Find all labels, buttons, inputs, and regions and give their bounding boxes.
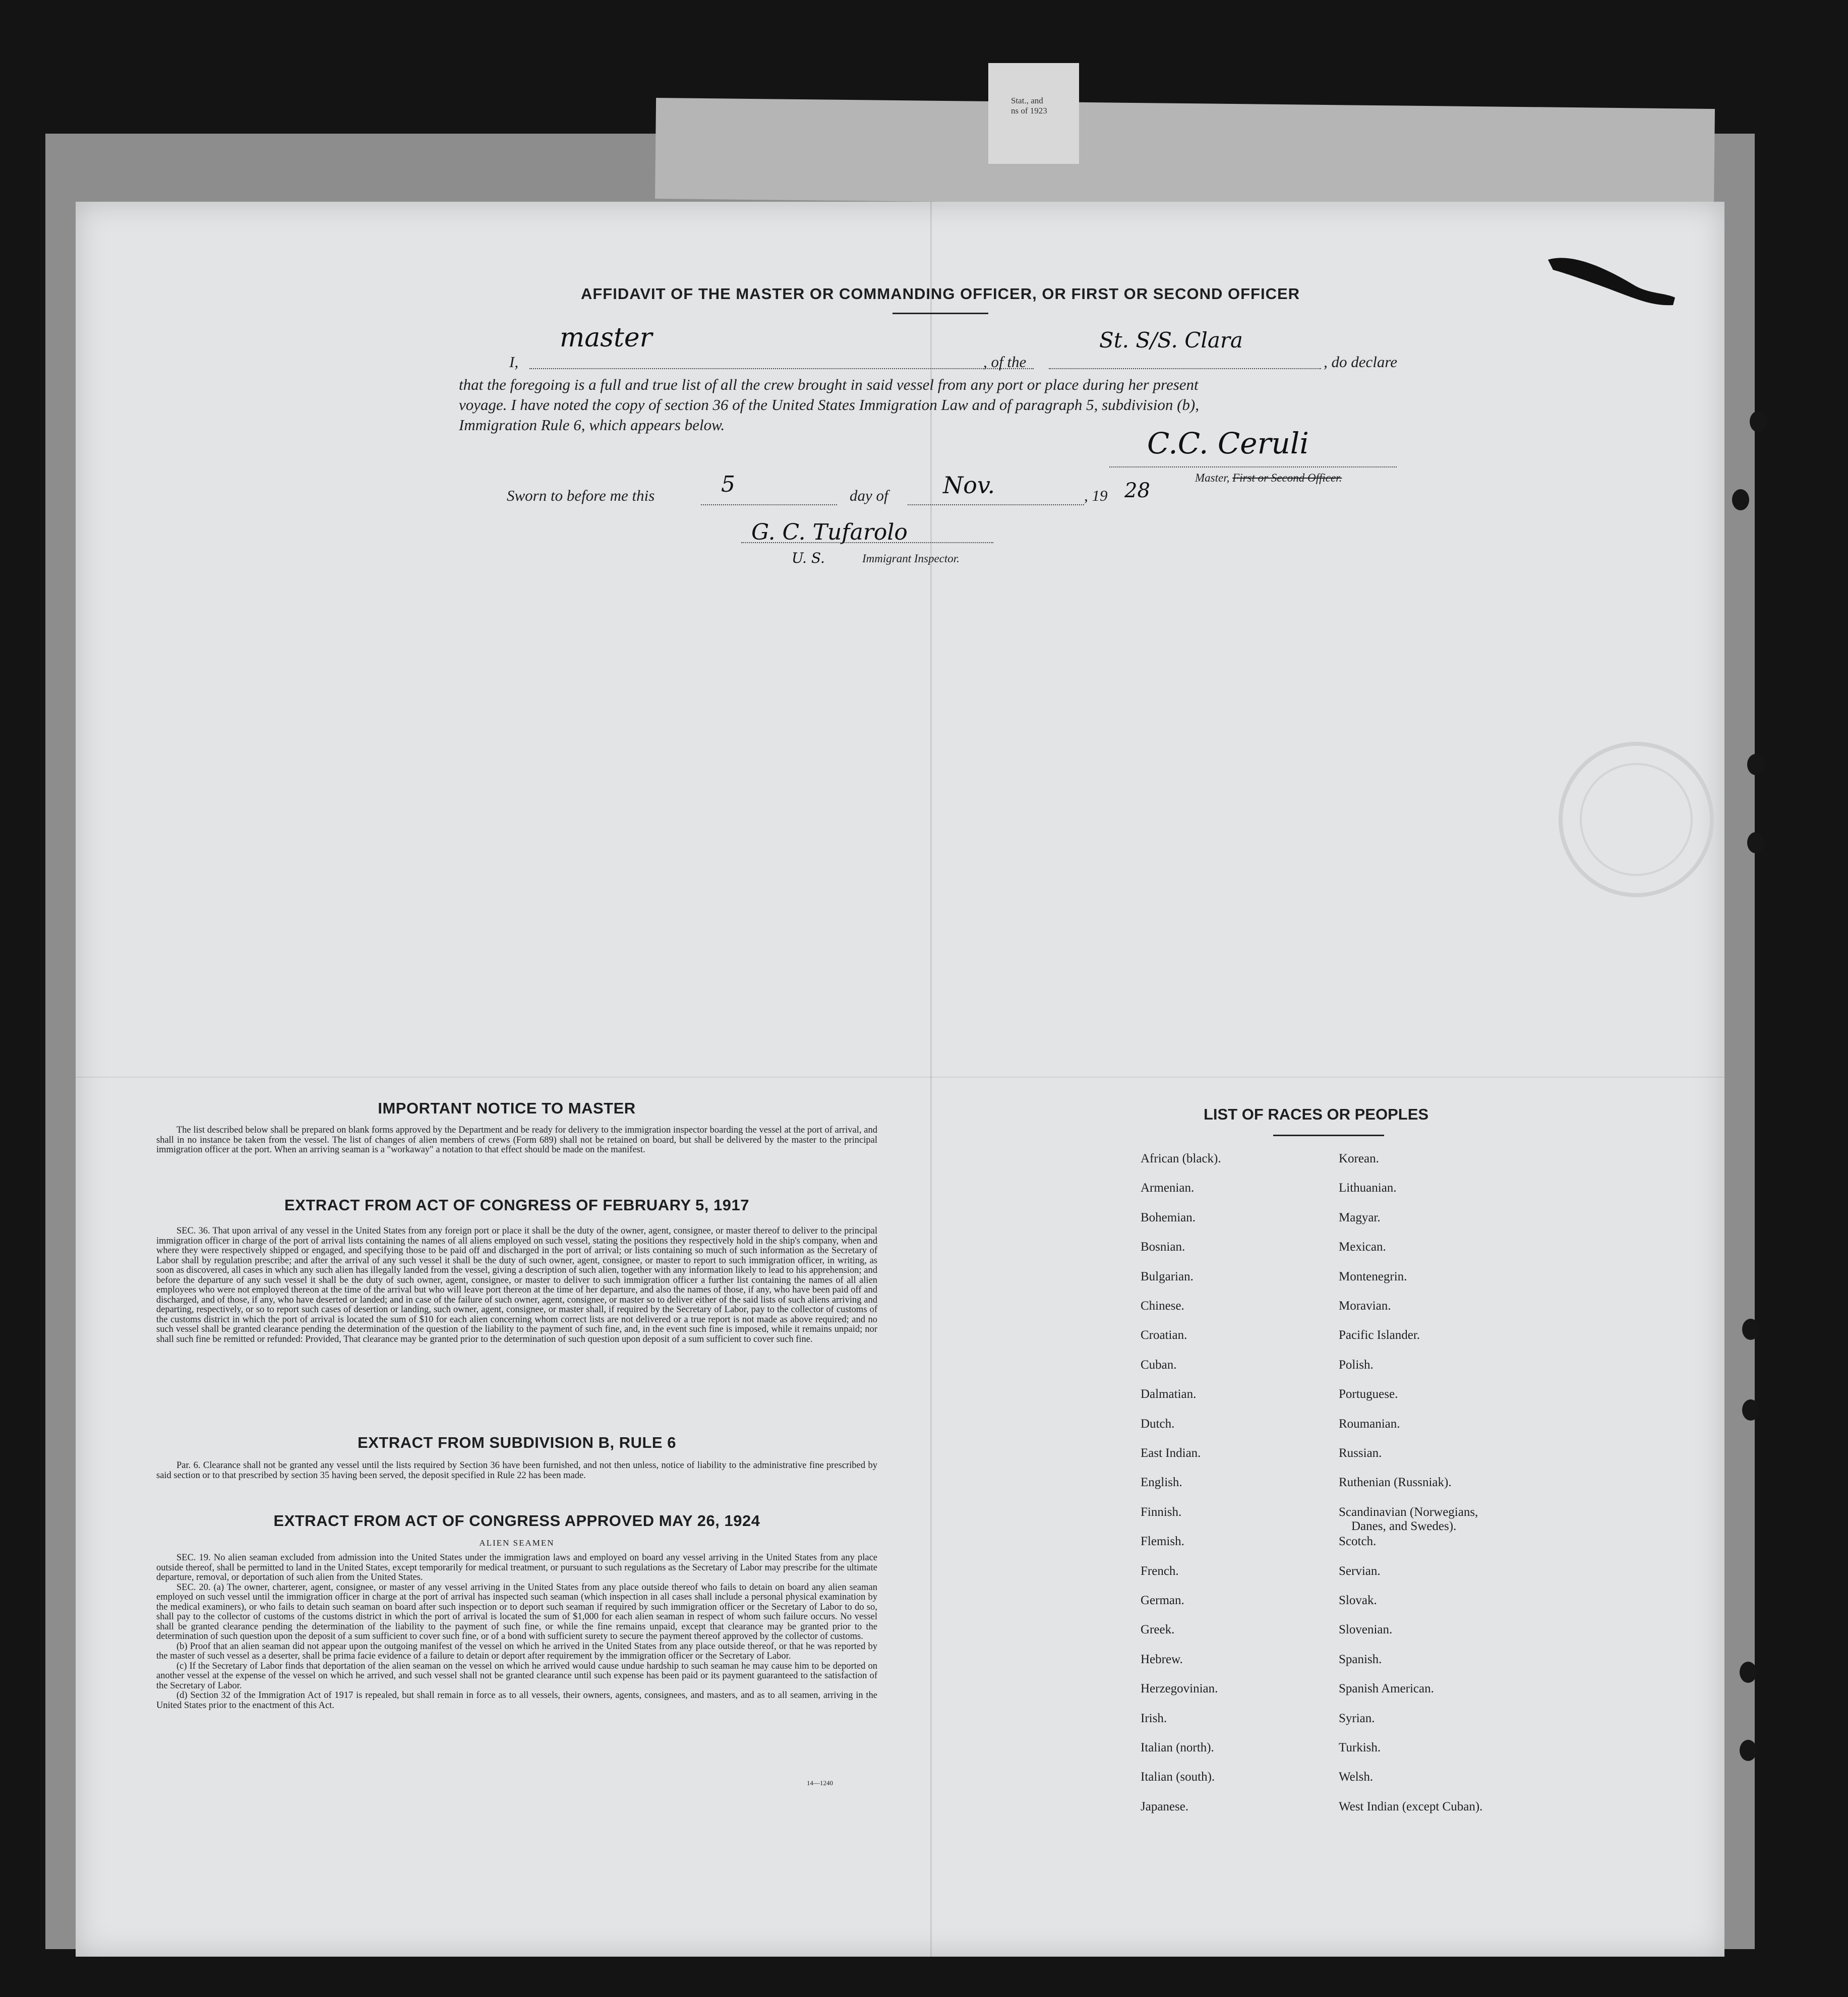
fold-line-horizontal	[76, 1077, 1724, 1078]
race-item: Armenian.	[1141, 1181, 1195, 1195]
extract-1924-paragraph: (c) If the Secretary of Labor finds that deportation of the alien seaman on the vessel on which he arrived would cause undue hardship to such seaman he may cause him to be deported on another vessel at the expense of the vessel on which he arrived, and such vessel shall not be granted clearance until such expense has been paid or its payment guaranteed to the satisfaction of the Secretary of Labor.	[156, 1661, 877, 1691]
background-tab-text: Stat., and ns of 1923	[1011, 96, 1047, 115]
race-item: West Indian (except Cuban).	[1339, 1799, 1483, 1813]
handwritten-name: master	[560, 323, 652, 353]
race-item: Croatian.	[1141, 1328, 1187, 1342]
month-dotted-line	[908, 504, 1084, 505]
sworn-month: Nov.	[943, 472, 995, 499]
year-prefix: , 19	[1084, 487, 1108, 504]
punch-hole	[1740, 1662, 1757, 1683]
extract-1924-title: EXTRACT FROM ACT OF CONGRESS APPROVED MAY 26, 1924	[273, 1512, 760, 1530]
punch-hole	[1732, 489, 1749, 510]
affidavit-body-line-2: voyage. I have noted the copy of section 36 of the United States Immigration Law and of paragraph 5, subdivision (b),	[459, 396, 1199, 414]
inspector-dotted-line	[741, 542, 993, 543]
race-item: Bosnian.	[1141, 1240, 1185, 1254]
race-item: German.	[1141, 1594, 1184, 1607]
race-item: Slovak.	[1339, 1594, 1377, 1607]
race-item: African (black).	[1141, 1152, 1221, 1165]
race-item: Hebrew.	[1141, 1652, 1183, 1666]
race-item: French.	[1141, 1564, 1179, 1578]
punch-hole	[1742, 1319, 1759, 1340]
signature-dotted-line	[1109, 466, 1397, 467]
extract-1924-paragraph: SEC. 19. No alien seaman excluded from admission into the United States under the immigration laws and employed on board any vessel arriving in the United States from any place outside thereof, shall be permitted to land in the United States, except temporarily for medical treatment, or pursuant to such regulations as the Secretary of Labor may prescribe for the ultimate departure, removal, or deportation of such alien from the United States.	[156, 1553, 877, 1582]
notice-text: The list described below shall be prepared on blank forms approved by the Department and be ready for delivery to the immigration inspector boarding the vessel at the port of arrival, and shall in no instance be taken from the vessel. The list of changes of alien members of crews (Form 689) shall not be retained on board, but shall be delivered by the master to the principal immigration officer at the port. When an arriving seaman is a "workaway" a notation to that effect should be made on the manifest.	[156, 1125, 877, 1155]
race-item: Mexican.	[1339, 1240, 1386, 1254]
punch-hole	[1747, 832, 1764, 853]
race-item: Portuguese.	[1339, 1387, 1398, 1401]
extract-rule6-text: Par. 6. Clearance shall not be granted any vessel until the lists required by Section 36 have been furnished, and not then unless, notice of liability to the administrative fine prescribed by said section or to that prescribed by section 35 having been served, the deposit specified in Rule 22 has been made.	[156, 1460, 877, 1481]
embossed-seal	[1548, 736, 1724, 903]
notice-title: IMPORTANT NOTICE TO MASTER	[378, 1099, 636, 1117]
fold-line-vertical	[930, 202, 932, 1957]
race-item: Polish.	[1339, 1358, 1374, 1372]
extract-1924-subtitle: ALIEN SEAMEN	[479, 1538, 555, 1548]
ink-blot-mark	[1543, 250, 1679, 310]
race-item: Dalmatian.	[1141, 1387, 1197, 1401]
inspector-label: Immigrant Inspector.	[862, 552, 960, 565]
race-item: Magyar.	[1339, 1210, 1381, 1224]
race-item: Ruthenian (Russniak).	[1339, 1476, 1452, 1490]
races-title-rule	[1273, 1135, 1384, 1136]
race-item: Irish.	[1141, 1711, 1167, 1725]
race-item: Japanese.	[1141, 1799, 1189, 1813]
inspector-prefix: U. S.	[792, 550, 825, 566]
race-item: Danes, and Swedes).	[1351, 1519, 1457, 1533]
day-dotted-line	[701, 504, 837, 505]
title-rule	[892, 313, 988, 314]
races-title: LIST OF RACES OR PEOPLES	[1203, 1105, 1429, 1123]
day-of-label: day of	[850, 487, 888, 504]
race-item: Chinese.	[1141, 1299, 1184, 1313]
inspector-signature: G. C. Tufarolo	[751, 519, 908, 545]
race-item: Scotch.	[1339, 1535, 1377, 1549]
race-item: Montenegrin.	[1339, 1269, 1407, 1283]
race-item: Bulgarian.	[1141, 1269, 1194, 1283]
race-item: Moravian.	[1339, 1299, 1391, 1313]
punch-hole	[1742, 1399, 1759, 1421]
vessel-dotted-line	[1049, 368, 1321, 369]
sworn-label: Sworn to before me this	[507, 487, 655, 504]
extract-1924-paragraph: SEC. 20. (a) The owner, charterer, agent, consignee, or master of any vessel arriving in the United States from any place outside thereof who fails to detain on board any alien seaman employed on such vessel until the immigration officer in charge at the port of arrival has inspected such seaman (which inspection in all cases shall include a personal physical examination by the medical examiners), or who fails to detain such seaman on board after such inspection or to deport such seaman if required by such immigration officer or the Secretary of Labor to do so, shall pay to the collector of customs of the customs district in which the port of arrival is located the sum of $1,000 for each alien seaman in respect of whom such failure occurs. No vessel shall be granted clearance pending the determination of the liability to the payment of such fine, or while the fine remains unpaid, except that clearance may be granted prior to the determination of such question upon the deposit of a sum sufficient to cover such fine, or of a bond with sufficient surety to secure the payment thereof approved by the collector of customs.	[156, 1582, 877, 1641]
race-item: English.	[1141, 1476, 1182, 1490]
punch-hole	[1750, 411, 1767, 432]
race-item: Welsh.	[1339, 1770, 1374, 1784]
affidavit-body-line-3: Immigration Rule 6, which appears below.	[459, 416, 725, 434]
master-signature: C.C. Ceruli	[1147, 426, 1309, 460]
race-item: Cuban.	[1141, 1358, 1177, 1372]
master-label: Master, First or Second Officer.	[1195, 472, 1342, 484]
race-item: Spanish American.	[1339, 1682, 1434, 1696]
sworn-year: 28	[1124, 479, 1150, 502]
form-number: 14—1240	[807, 1779, 833, 1787]
affidavit-body-line-1: that the foregoing is a full and true list of all the crew brought in said vessel from any port or place during her present	[459, 376, 1199, 393]
race-item: Bohemian.	[1141, 1210, 1196, 1224]
extract-1917-title: EXTRACT FROM ACT OF CONGRESS OF FEBRUARY 5, 1917	[284, 1196, 749, 1214]
race-item: Pacific Islander.	[1339, 1328, 1420, 1342]
race-item: Finnish.	[1141, 1505, 1182, 1519]
extract-1924-paragraph: (d) Section 32 of the Immigration Act of 1917 is repealed, but shall remain in force as to all vessels, their owners, agents, consignees, and masters, and as to all seamen, arriving in the United States prior to the enactment of this Act.	[156, 1690, 877, 1711]
race-item: Turkish.	[1339, 1741, 1381, 1754]
punch-hole	[1747, 754, 1764, 775]
race-item: Spanish.	[1339, 1652, 1382, 1666]
handwritten-vessel: St. S/S. Clara	[1099, 328, 1243, 353]
race-item: Roumanian.	[1339, 1417, 1400, 1431]
extract-1924-paragraph: (b) Proof that an alien seaman did not appear upon the outgoing manifest of the vessel on which he arrived in the United States from any place outside thereof, or that he was reported by the master of such vessel as a deserter, shall be prima facie evidence of a failure to detain or deport after requirement by the immigration officer or the Secretary of Labor.	[156, 1641, 877, 1661]
i-label: I,	[509, 353, 519, 371]
background-sheet-edge	[655, 98, 1715, 210]
struck-officer-label: First or Second Officer.	[1232, 472, 1342, 484]
race-item: Korean.	[1339, 1152, 1379, 1165]
race-item: Lithuanian.	[1339, 1181, 1397, 1195]
extract-1917-text: SEC. 36. That upon arrival of any vessel in the United States from any foreign port or place it shall be the duty of the owner, agent, consignee, or master thereof to deliver to the principal immigration officer in charge of the port of arrival lists containing the names of all aliens employed on such vessel, stating the positions they respectively hold in the ship's company, when and where they were respectively shipped or engaged, and specifying those to be paid off and discharged in the port of arrival; or lists containing so much of such information as the Secretary of Labor shall by regulation prescribe; and after the arrival of any such vessel it shall be the duty of such owner, agent, consignee, or master to report to such immigration officer, in writing, as soon as discovered, all cases in which any such alien has illegally landed from the vessel, giving a description of such alien, together with any information likely to lead to his apprehension; and before the departure of any such vessel it shall be the duty of such owner, agent, consignee, or master to deliver to such immigration officer a further list containing the names of all alien employees who were not employed thereon at the time of the arrival but who will leave port thereon at the time of her departure, and also the names of those, if any, who have been paid off and discharged, and of those, if any, who have deserted or landed; and in case of the failure of such owner, agent, consignee, or master so to deliver either of the said lists of such aliens arriving and departing, respectively, or so to report such cases of desertion or landing, such owner, agent, consignee, or master shall, if required by the Secretary of Labor, pay to the collector of customs of the customs district in which the port of arrival is located the sum of $10 for each alien concerning whom correct lists are not delivered or a true report is not made as above required; and no such vessel shall be granted clearance pending the determination of the question of the liability to the payment of such fine, and, in the event such fine is imposed, while it remains unpaid; nor shall such fine be remitted or refunded: Provided, That clearance may be granted prior to the determination of such question upon deposit of a sum sufficient to cover such fine.	[156, 1226, 877, 1344]
race-item: East Indian.	[1141, 1446, 1201, 1460]
name-dotted-line	[529, 368, 1034, 369]
race-item: Russian.	[1339, 1446, 1382, 1460]
punch-hole	[1740, 1740, 1757, 1761]
extract-1924-text	[156, 1553, 877, 1711]
race-item: Servian.	[1339, 1564, 1381, 1578]
race-item: Flemish.	[1141, 1535, 1184, 1549]
do-declare-label: , do declare	[1324, 353, 1398, 371]
of-the-label: , of the	[983, 353, 1027, 371]
race-item: Scandinavian (Norwegians,	[1339, 1505, 1478, 1519]
extract-rule6-title: EXTRACT FROM SUBDIVISION B, RULE 6	[357, 1434, 676, 1451]
race-item: Dutch.	[1141, 1417, 1175, 1431]
race-item: Greek.	[1141, 1623, 1175, 1637]
race-item: Herzegovinian.	[1141, 1682, 1218, 1696]
race-item: Syrian.	[1339, 1711, 1375, 1725]
race-item: Italian (south).	[1141, 1770, 1215, 1784]
affidavit-title: AFFIDAVIT OF THE MASTER OR COMMANDING OFFICER, OR FIRST OR SECOND OFFICER	[580, 285, 1300, 303]
sworn-day: 5	[721, 472, 735, 497]
race-item: Italian (north).	[1141, 1741, 1214, 1754]
race-item: Slovenian.	[1339, 1623, 1393, 1637]
